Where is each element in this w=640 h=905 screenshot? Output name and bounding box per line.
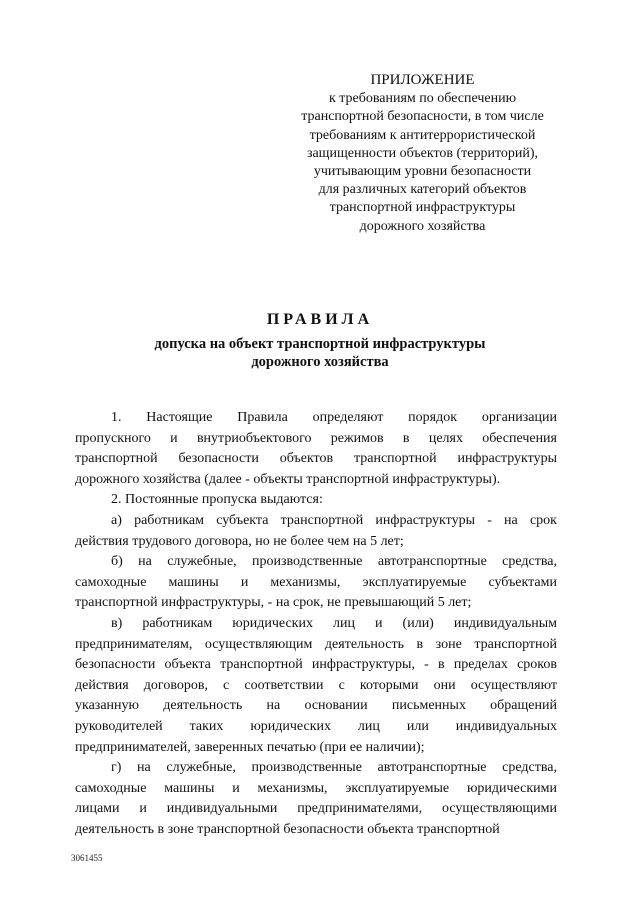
paragraph-line: самоходные машины и механизмы, эксплуатируемые юридическими [75,780,557,796]
appendix-line: транспортной инфраструктуры [329,200,516,216]
appendix-line: для различных категорий объектов [318,182,527,198]
appendix-line: защищенности объектов (территорий), [306,145,539,161]
appendix-line: учитывающим уровни безопасности [313,164,532,180]
paragraph-line: дорожного хозяйства (далее - объекты транспортной инфраструктуры). [75,471,501,487]
subtitle-line: допуска на объект транспортной инфраструктуры [154,336,486,352]
document-code: 3061455 [71,853,103,863]
paragraph-line: самоходные машины и механизмы, эксплуатируемые субъектами [75,574,557,590]
document-subtitle [0,335,640,371]
paragraph-line: б) на служебные, производственные автотранспортные средства, [111,554,557,570]
paragraph-line: действия договоров, с соответствии с которыми они осуществляют [75,677,557,693]
paragraph-line: 1. Настоящие Правила определяют порядок организации [111,410,557,425]
appendix-line: транспортной безопасности, в том числе [301,109,544,125]
paragraph [75,614,557,758]
paragraph-line: предпринимателей, заверенных печатью (при ее наличии); [75,739,425,755]
paragraph-line: г) на служебные, производственные автотранспортные средства, [111,760,557,776]
paragraph-line: указанную деятельность на основании письменных обращений [75,698,557,714]
paragraph [75,408,557,490]
paragraph-line: 2. Постоянные пропуска выдаются: [111,492,323,508]
paragraph-line: а) работникам субъекта транспортной инфраструктуры - на срок [111,512,557,528]
appendix-line: к требованиям по обеспечению [328,91,517,107]
paragraph [75,490,557,511]
appendix-line: требованиям к антитеррористической [309,127,536,143]
appendix-block [290,71,555,236]
paragraph [75,552,557,614]
paragraph [75,758,557,840]
paragraph-line: действия трудового договора, но не более чем на 5 лет; [75,533,404,549]
appendix-line: дорожного хозяйства [359,218,486,234]
paragraph-line: в) работникам юридических лиц и (или) индивидуальным [111,615,557,631]
paragraph-line: пропускного и внутриобъектового режимов в целях обеспечения [75,430,557,446]
paragraph-line: предпринимателям, осуществляющим деятельность в зоне транспортной [75,636,557,652]
paragraph [75,511,557,552]
document-title: ПРАВИЛА [266,311,374,328]
paragraph-line: деятельность в зоне транспортной безопасности объекта транспортной [75,821,500,837]
paragraph-line: транспортной безопасности объектов транспортной инфраструктуры [75,451,557,467]
paragraph-line: безопасности объекта транспортной инфраструктуры, - в пределах сроков [75,657,557,673]
paragraph-line: транспортной инфраструктуры, - на срок, не превышающий 5 лет; [75,595,472,611]
subtitle-line: дорожного хозяйства [251,354,389,370]
appendix-heading: ПРИЛОЖЕНИЕ [370,72,475,88]
paragraph-line: лицами и индивидуальными предпринимателями, осуществляющими [75,801,557,817]
document-body [75,408,557,840]
paragraph-line: руководителей таких юридических лиц или индивидуальных [75,718,557,734]
